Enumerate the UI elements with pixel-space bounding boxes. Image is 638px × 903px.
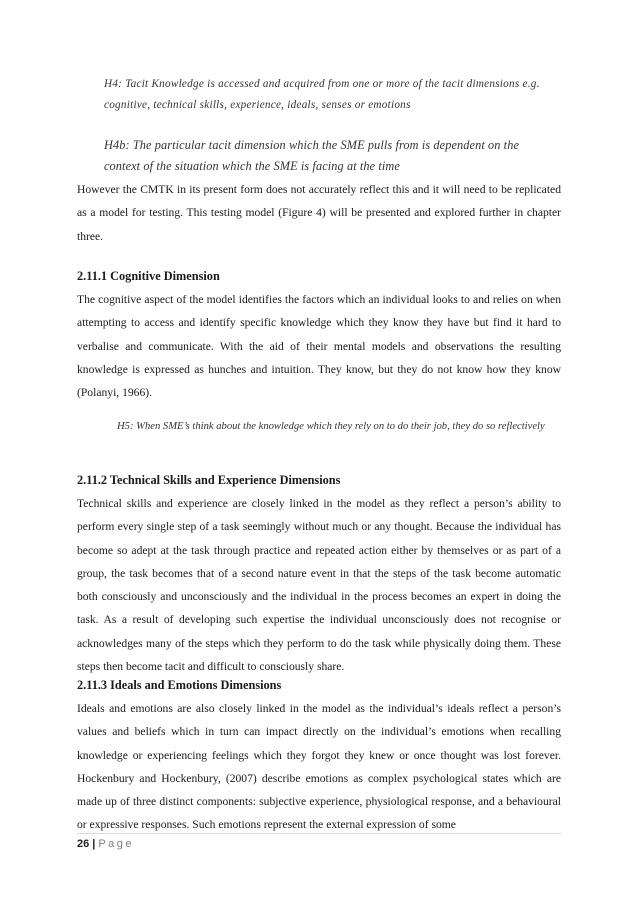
hypothesis-h5: H5: When SME’s think about the knowledge which they rely on to do their job, they do so reflectively xyxy=(117,421,545,432)
heading-cognitive-dimension: 2.11.1 Cognitive Dimension xyxy=(77,269,220,283)
heading-ideals-emotions: 2.11.3 Ideals and Emotions Dimensions xyxy=(77,678,282,692)
footer-separator: | xyxy=(92,838,96,850)
page-footer xyxy=(77,838,134,850)
technical-paragraph: Technical skills and experience are closely linked in the model as they reflect a person’s ability to perform every single step of a task seemingly without much or any thought. Because the individual has become so adept at the task through practice and repeated action either by themselves or as part of a group, the task becomes that of a second nature event in that the steps of the task become automatic both consciously and unconsciously and the individual in the process becomes an expert in doing the task. As a result of developing such expertise the individual unconsciously does not recognise or acknowledges many of the steps which they perform to do the task while physically doing them. These steps then become tacit and difficult to consciously share. xyxy=(77,497,561,674)
intro-paragraph: However the CMTK in its present form does not accurately reflect this and it will need to be replicated as a model for testing. This testing model (Figure 4) will be presented and explored further in chapter three. xyxy=(77,183,561,243)
cognitive-paragraph: The cognitive aspect of the model identifies the factors which an individual looks to and relies on when attempting to access and identify specific knowledge which they know they have but find it hard to verbalise and communicate. With the aid of their mental models and observations the resulting knowledge is expressed as hunches and intuition. They know, but they do not know how they know (Polanyi, 1966). xyxy=(77,293,561,400)
page-label: Page xyxy=(98,838,135,850)
hypothesis-h4: H4: Tacit Knowledge is accessed and acquired from one or more of the tacit dimensions e.g. cognitive, technical skills, experience, ideals, senses or emotions xyxy=(104,78,540,111)
footer-divider xyxy=(77,833,562,834)
heading-technical-skills: 2.11.2 Technical Skills and Experience Dimensions xyxy=(77,473,341,487)
ideals-paragraph: Ideals and emotions are also closely linked in the model as the individual’s ideals reflect a person’s values and beliefs which in turn can impact directly on the individual’s emotions when recalling knowledge or experiencing feelings which they forgot they knew or once thought was lost forever. Hockenbury and Hockenbury, (2007) describe emotions as complex psychological states which are made up of three distinct components: subjective experience, physiological response, and a behavioural or expressive responses. Such emotions represent the external expression of some xyxy=(77,702,561,832)
page-number: 26 xyxy=(77,838,90,850)
hypothesis-h4b: H4b: The particular tacit dimension which the SME pulls from is dependent on the context of the situation which the SME is facing at the time xyxy=(104,138,520,173)
